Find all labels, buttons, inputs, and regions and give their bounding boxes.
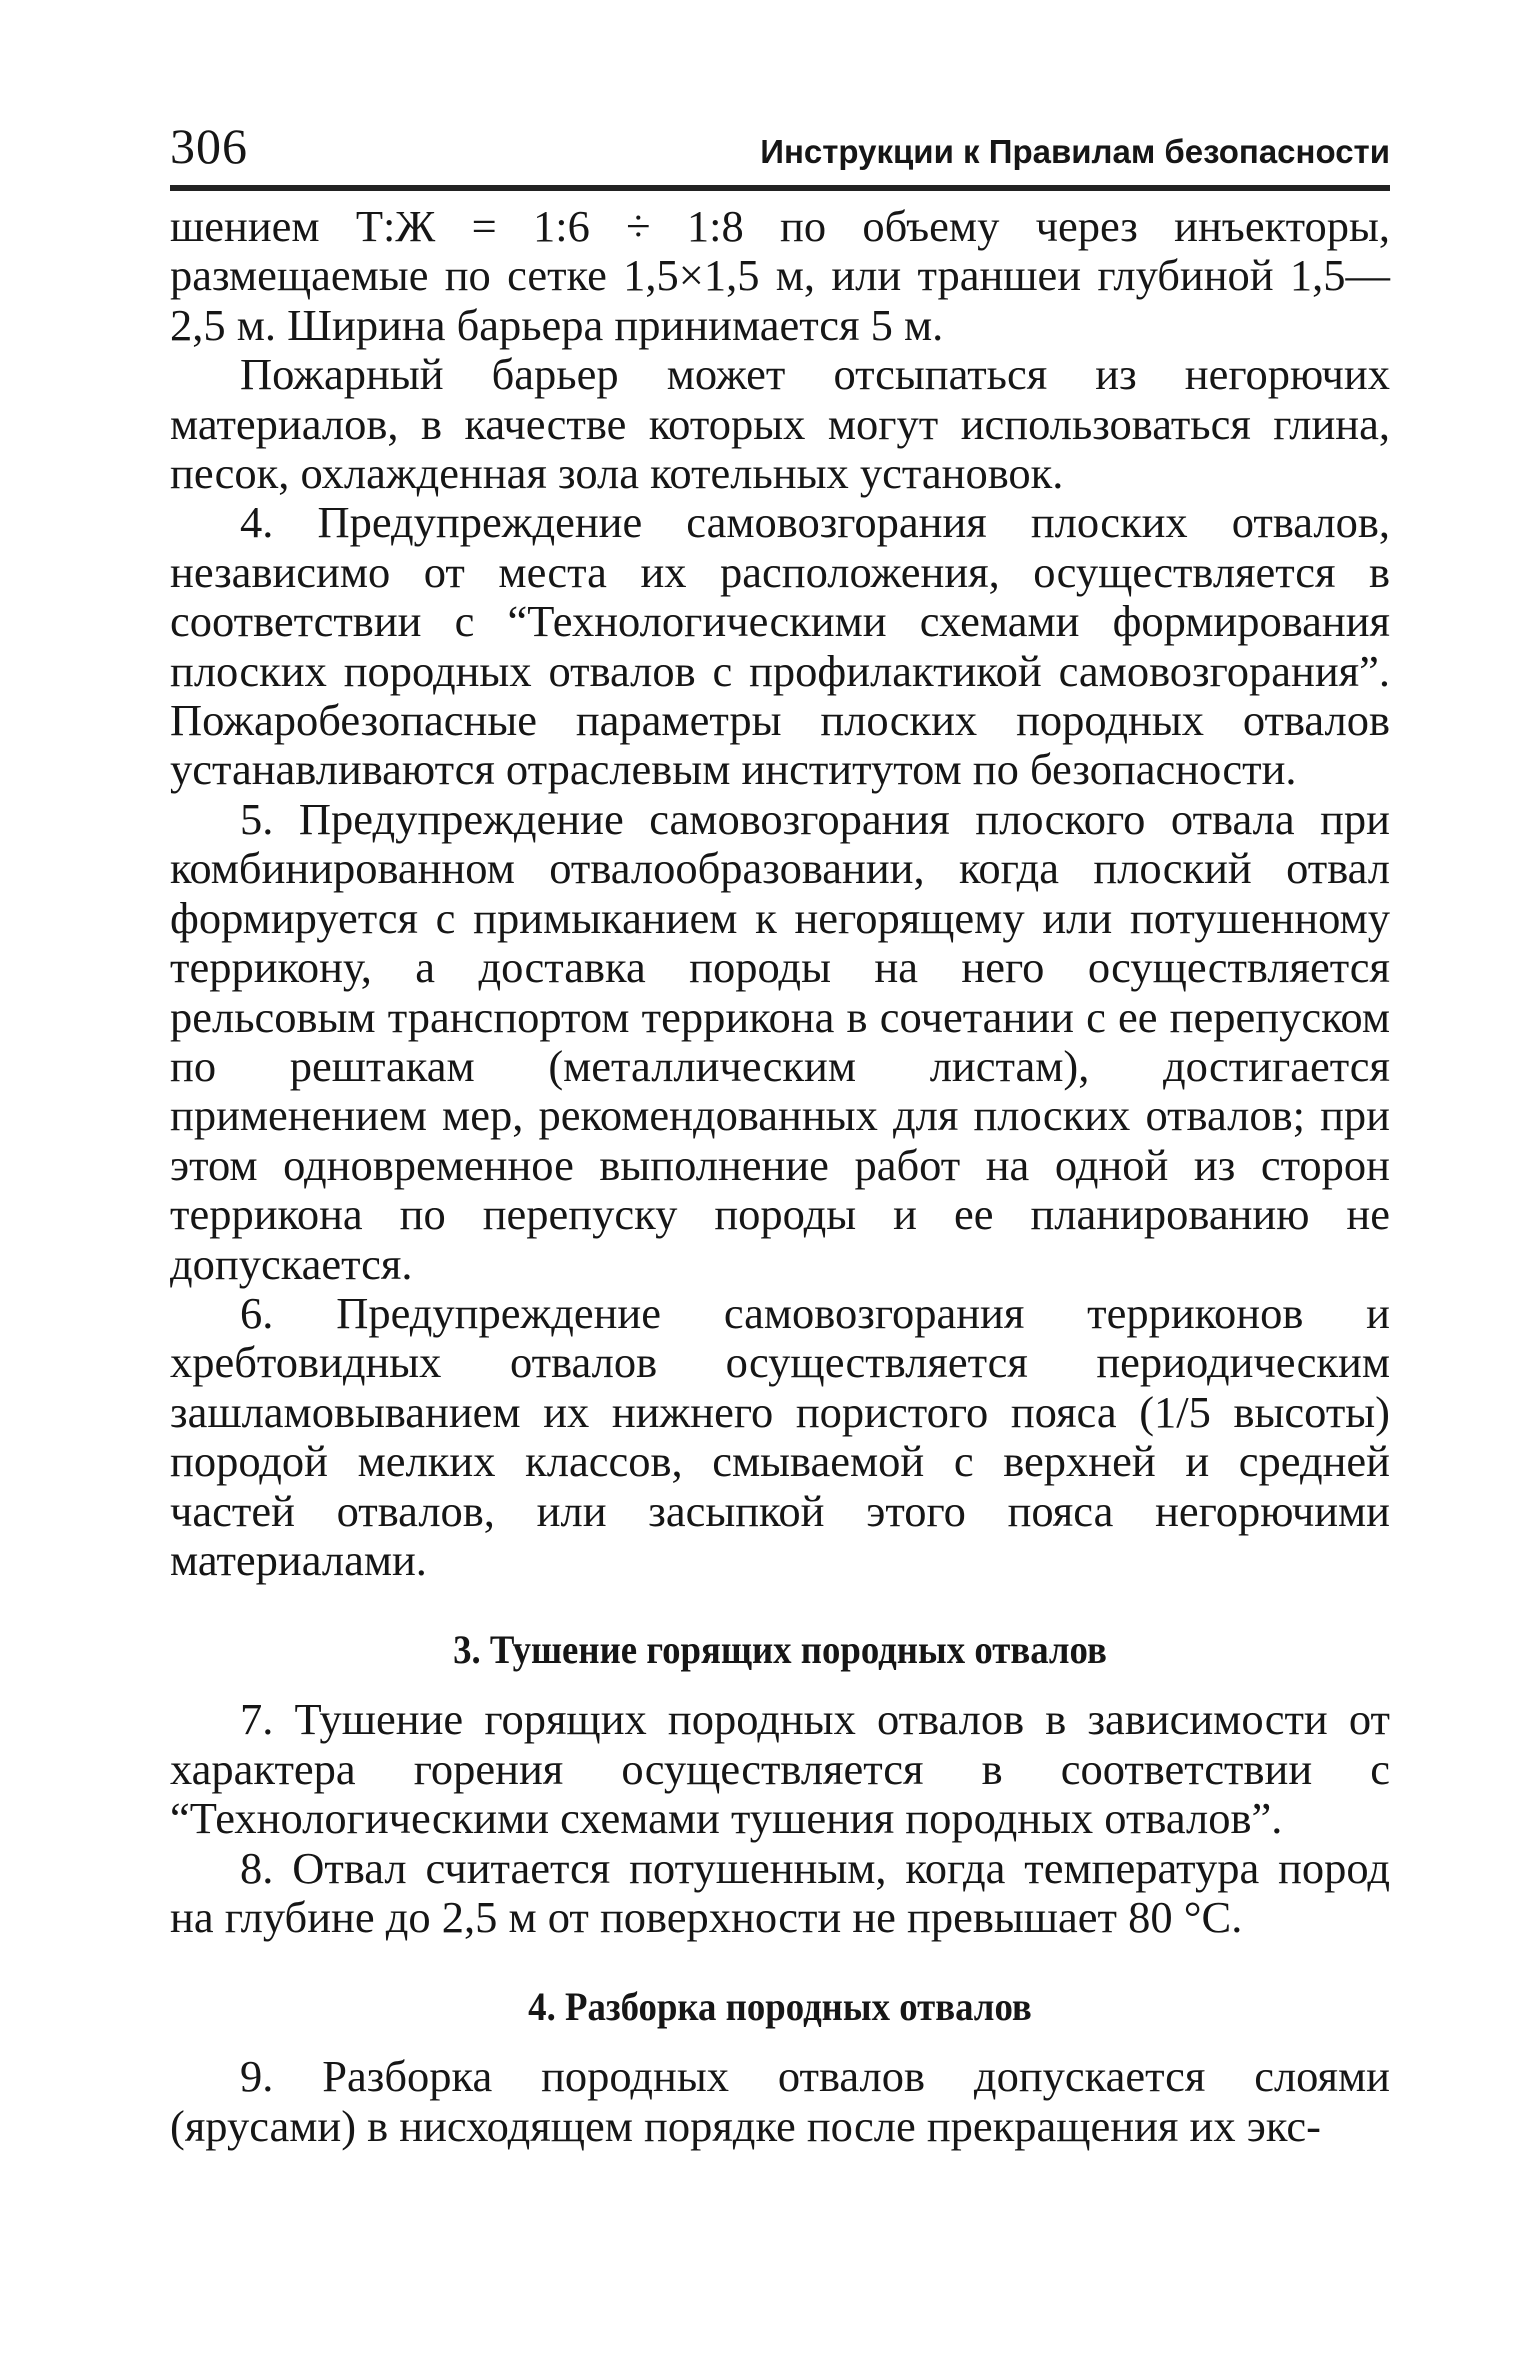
paragraph-item-7: 7. Тушение горящих породных отвалов в зависимости от характера горения осуществляется в соответствии с “Технологическими схемами тушения породных отвалов”.	[170, 1694, 1390, 1844]
paragraph-item-8: 8. Отвал считается потушенным, когда температура пород на глубине до 2,5 м от поверхности не превышает 80 °С.	[170, 1842, 1390, 1942]
paragraph-item-9: 9. Разборка породных отвалов допускается слоями (ярусами) в нисходящем порядке после прекращения их экс-	[170, 2051, 1390, 2151]
running-title: Инструкции к Правилам безопасности	[760, 133, 1390, 170]
section-heading-4: 4. Разборка породных отвалов	[528, 1984, 1032, 2030]
paragraph-continued: шением Т:Ж = 1:6 ÷ 1:8 по объему через инъекторы, размещаемые по сетке 1,5×1,5 м, или траншеи глубиной 1,5—2,5 м. Ширина барьера принимается 5 м.	[170, 201, 1390, 350]
paragraph-item-6: 6. Предупреждение самовозгорания терриконов и хребтовидных отвалов осуществляется периодическим зашламовыванием их нижнего пористого пояса (1/5 высоты) породой мелких классов, смываемой с верхней и средней частей отвалов, или засыпкой этого пояса негорючими материалами.	[170, 1287, 1390, 1585]
page-header	[170, 118, 1390, 178]
paragraph-fire-barrier: Пожарный барьер может отсыпаться из негорючих материалов, в качестве которых могут использоваться глина, песок, охлажденная зола котельных установок.	[170, 349, 1390, 499]
paragraph-item-4: 4. Предупреждение самовозгорания плоских отвалов, независимо от места их расположения, осуществляется в соответствии с “Технологическими схемами формирования плоских породных отвалов с профилактикой самовозгорания”. Пожаробезопасные параметры плоских породных отвалов устанавливаются отраслевым институтом по безопасности.	[170, 497, 1390, 795]
section-heading-3: 3. Тушение горящих породных отвалов	[453, 1627, 1107, 1673]
page-number: 306	[170, 118, 248, 174]
header-rule	[170, 185, 1390, 191]
page-body	[170, 202, 1390, 2151]
paragraph-item-5: 5. Предупреждение самовозгорания плоского отвала при комбинированном отвалообразовании, когда плоский отвал формируется с примыканием к негорящему или потушенному террикону, а доставка породы на него осуществляется рельсовым транспортом террикона в сочетании с ее перепуском по рештакам (металлическим листам), достигается применением мер, рекомендованных для плоских отвалов; при этом одновременное выполнение работ на одной из сторон террикона по перепуску породы и ее планированию не допускается.	[170, 793, 1390, 1289]
